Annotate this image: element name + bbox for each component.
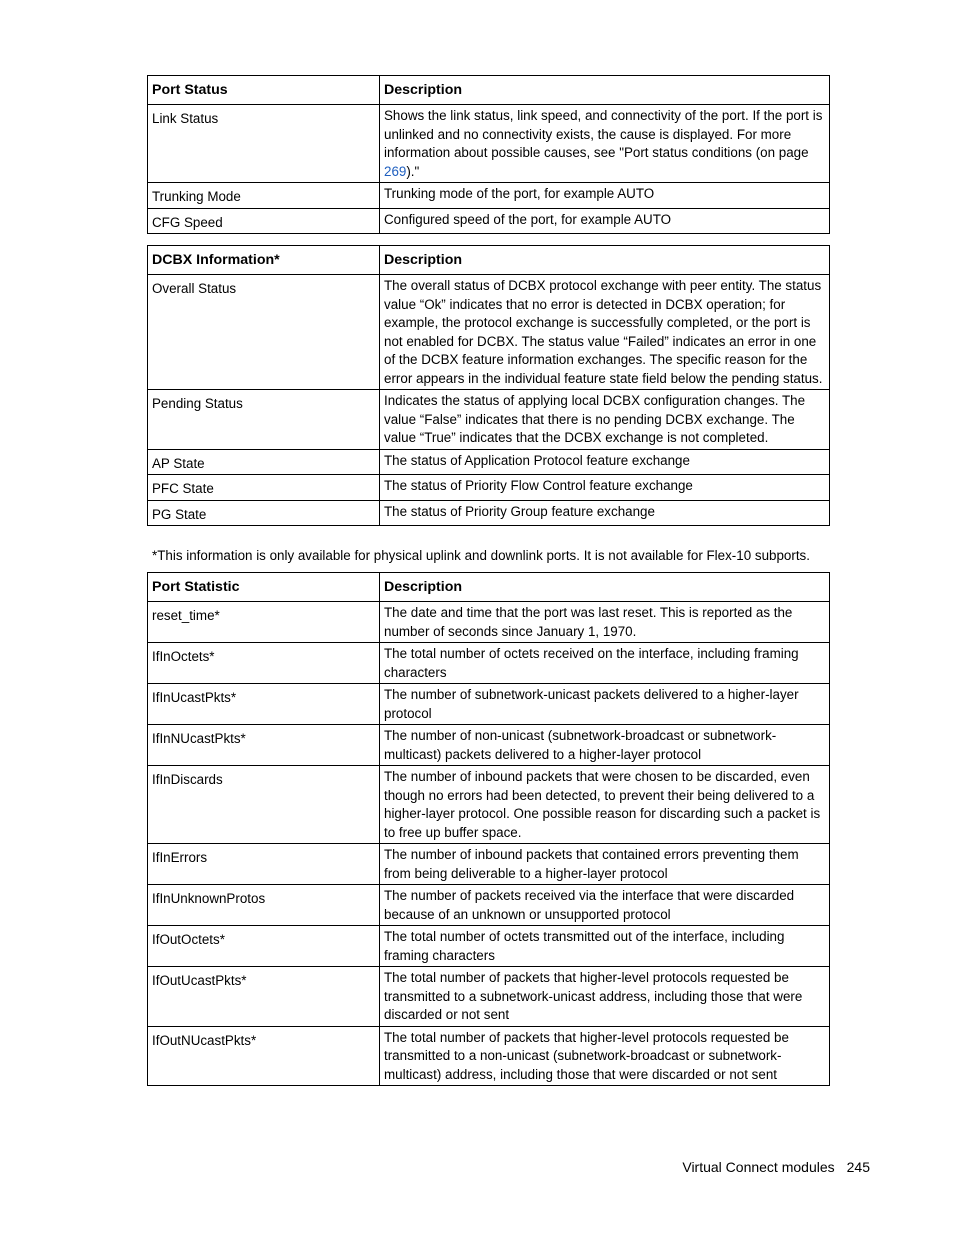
table-row: [148, 602, 830, 643]
row-name: IfOutNUcastPkts*: [148, 1026, 380, 1086]
row-name: IfInNUcastPkts*: [148, 725, 380, 766]
row-name: IfInUnknownProtos: [148, 885, 380, 926]
table-row: [148, 390, 830, 450]
row-description: [380, 105, 830, 183]
row-description: The status of Application Protocol feature exchange: [380, 449, 830, 475]
row-description: The total number of packets that higher-level protocols requested be transmitted to a subnetwork-unicast address, including those that were discarded or not sent: [380, 967, 830, 1027]
table-row: [148, 684, 830, 725]
row-description: The number of inbound packets that contained errors preventing them from being deliverable to a higher-layer protocol: [380, 844, 830, 885]
row-description: The number of packets received via the interface that were discarded because of an unknown or unsupported protocol: [380, 885, 830, 926]
table-row: [148, 885, 830, 926]
table-row: [148, 275, 830, 390]
column-header: Description: [380, 246, 830, 275]
column-header: Port Status: [148, 76, 380, 105]
table-header-row: [148, 246, 830, 275]
description-text: Shows the link status, link speed, and connectivity of the port. If the port is unlinked and no connectivity exists, the cause is displayed. For more information about possible causes, see "Port status conditions (on page: [384, 108, 823, 160]
row-description: The number of non-unicast (subnetwork-broadcast or subnetwork-multicast) packets delivered to a higher-layer protocol: [380, 725, 830, 766]
table-row: [148, 967, 830, 1027]
row-name: PG State: [148, 500, 380, 526]
page-number: 245: [846, 1159, 870, 1175]
table-row: [148, 766, 830, 844]
table-header-row: [148, 76, 830, 105]
page-link[interactable]: 269: [384, 163, 407, 179]
table-row: [148, 926, 830, 967]
table-row: [148, 183, 830, 209]
port-statistic-table: [147, 572, 830, 1086]
row-description: The total number of octets received on the interface, including framing characters: [380, 643, 830, 684]
column-header: Description: [380, 76, 830, 105]
row-name: Trunking Mode: [148, 183, 380, 209]
row-description: Indicates the status of applying local DCBX configuration changes. The value “False” indicates that there is no pending DCBX exchange. The value “True” indicates that the DCBX exchange is not completed.: [380, 390, 830, 450]
row-description: The total number of packets that higher-level protocols requested be transmitted to a non-unicast (subnetwork-broadcast or subnetwork-multicast) address, including those that were discarded or not sent: [380, 1026, 830, 1086]
column-header: DCBX Information*: [148, 246, 380, 275]
port-status-table: [147, 75, 830, 234]
table-header-row: [148, 573, 830, 602]
table-row: [148, 844, 830, 885]
table-row: [148, 449, 830, 475]
row-name: IfOutUcastPkts*: [148, 967, 380, 1027]
table-row: [148, 643, 830, 684]
row-description: The number of subnetwork-unicast packets delivered to a higher-layer protocol: [380, 684, 830, 725]
row-name: Link Status: [148, 105, 380, 183]
row-name: IfOutOctets*: [148, 926, 380, 967]
row-description: The status of Priority Group feature exchange: [380, 500, 830, 526]
row-name: AP State: [148, 449, 380, 475]
row-name: IfInErrors: [148, 844, 380, 885]
row-description: The overall status of DCBX protocol exchange with peer entity. The status value “Ok” indicates that no error is detected in DCBX operation; for example, the protocol exchange is successfully completed, or the port is not enabled for DCBX. The status value “Failed” indicates an error in one of the DCBX feature information exchanges. The specific reason for the error appears in the individual feature state field below the pending status.: [380, 275, 830, 390]
row-name: reset_time*: [148, 602, 380, 643]
row-name: PFC State: [148, 475, 380, 501]
row-description: The total number of octets transmitted out of the interface, including framing characters: [380, 926, 830, 967]
column-header: Port Statistic: [148, 573, 380, 602]
footer-section-title: Virtual Connect modules: [682, 1159, 835, 1175]
page-footer: [682, 1158, 870, 1176]
table-row: [148, 208, 830, 234]
row-description: The number of inbound packets that were chosen to be discarded, even though no errors had been detected, to prevent their being delivered to a higher-layer protocol. One possible reason for discarding such a packet is to free up buffer space.: [380, 766, 830, 844]
row-name: CFG Speed: [148, 208, 380, 234]
table-row: [148, 725, 830, 766]
row-name: IfInOctets*: [148, 643, 380, 684]
row-name: Pending Status: [148, 390, 380, 450]
table-row: [148, 105, 830, 183]
table-row: [148, 500, 830, 526]
row-description: Trunking mode of the port, for example AUTO: [380, 183, 830, 209]
row-description: The status of Priority Flow Control feature exchange: [380, 475, 830, 501]
description-text: ).": [406, 163, 420, 179]
column-header: Description: [380, 573, 830, 602]
row-description: Configured speed of the port, for example AUTO: [380, 208, 830, 234]
dcbx-footnote: *This information is only available for physical uplink and downlink ports. It is not available for Flex-10 subports.: [152, 548, 810, 563]
dcbx-information-table: [147, 245, 830, 526]
table-row: [148, 1026, 830, 1086]
row-name: IfInDiscards: [148, 766, 380, 844]
row-name: IfInUcastPkts*: [148, 684, 380, 725]
row-description: The date and time that the port was last reset. This is reported as the number of seconds since January 1, 1970.: [380, 602, 830, 643]
table-row: [148, 475, 830, 501]
row-name: Overall Status: [148, 275, 380, 390]
